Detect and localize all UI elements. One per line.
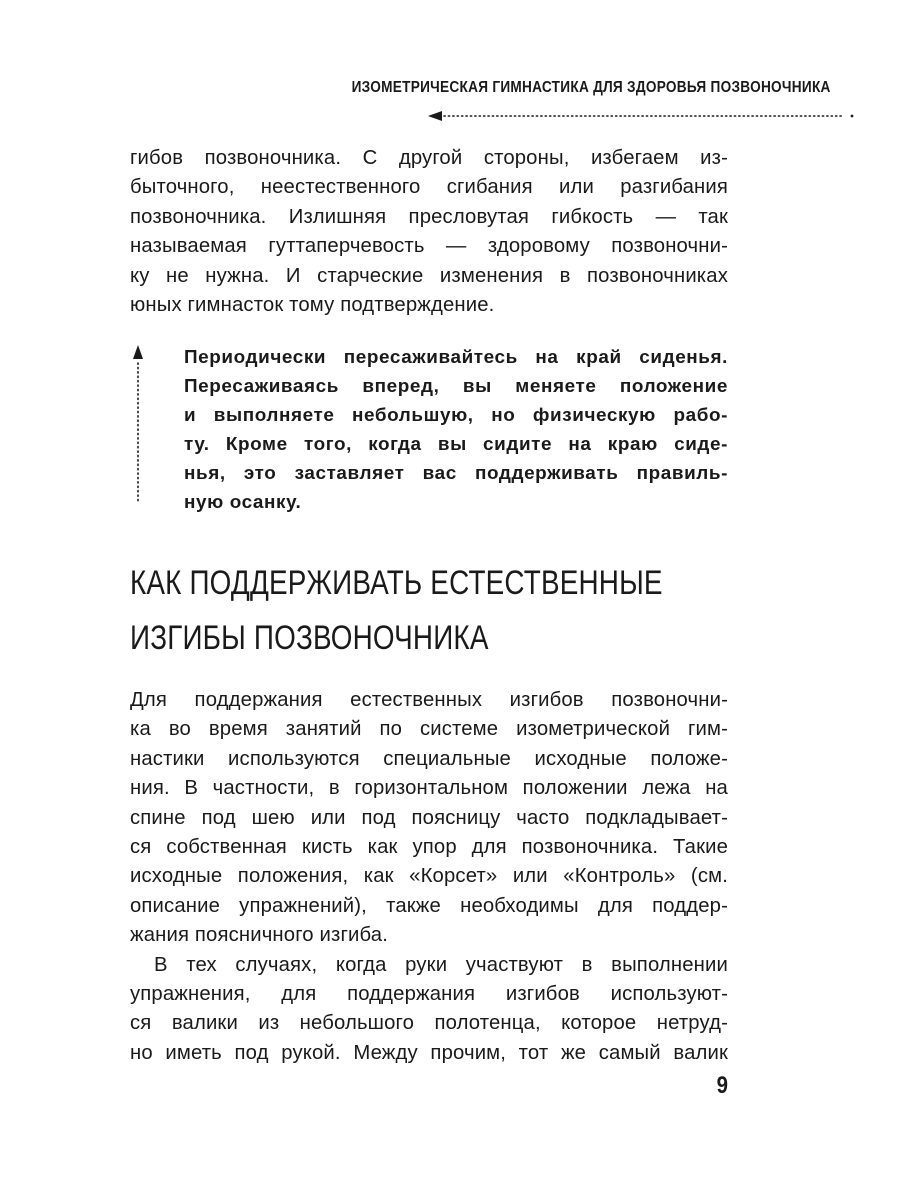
callout-line: и выполняете небольшую, но физическую рабо-: [184, 405, 728, 426]
text-line: ния. В частности, в горизонтальном положении лежа на: [130, 777, 728, 800]
text-line: упражнения, для поддержания изгибов используют-: [130, 982, 728, 1005]
arrowhead-up-icon: [133, 345, 143, 359]
section-heading: [130, 556, 663, 666]
running-head-title: ИЗОМЕТРИЧЕСКАЯ ГИМНАСТИКА ДЛЯ ЗДОРОВЬЯ ПОЗВОНОЧНИКА: [351, 79, 831, 96]
text-line: описание упражнений), также необходимы для поддер-: [130, 894, 728, 917]
body-text: [130, 686, 728, 1068]
text-line: но иметь под рукой. Между прочим, тот же самый валик: [130, 1041, 728, 1064]
text-line: ка во время занятий по системе изометрической гим-: [130, 718, 728, 741]
text-line: ся валики из небольшого полотенца, которое нетруд-: [130, 1012, 728, 1035]
heading-line: ИЗГИБЫ ПОЗВОНОЧНИКА: [130, 619, 489, 657]
intro-paragraph: [130, 144, 728, 320]
text-line: называемая гуттаперчевость — здоровому позвоночни-: [130, 235, 728, 258]
text-line: Для поддержания естественных изгибов позвоночни-: [130, 689, 728, 711]
callout-line: ту. Кроме того, когда вы сидите на краю сиде-: [184, 434, 728, 455]
heading-line: КАК ПОДДЕРЖИВАТЬ ЕСТЕСТВЕННЫЕ: [130, 564, 663, 602]
text-line: позвоночника. Излишняя пресловутая гибкость — так: [130, 205, 728, 228]
text-line: спине под шею или под поясницу часто подкладывает-: [130, 806, 728, 829]
arrowhead-left-icon: [428, 111, 442, 121]
callout-arrow-rule: [128, 345, 148, 505]
text-line: ся собственная кисть как упор для позвоночника. Такие: [130, 835, 728, 858]
callout-line: нья, это заставляет вас поддерживать правиль-: [184, 463, 728, 484]
text-line: настики используются специальные исходные положе-: [130, 747, 728, 770]
text-line: быточного, неестественного сгибания или разгибания: [130, 176, 728, 199]
tip-callout: [184, 343, 728, 517]
text-line: ку не нужна. И старческие изменения в позвоночниках: [130, 264, 728, 287]
callout-line: Периодически пересаживайтесь на край сиденья.: [184, 347, 728, 368]
rule-end-dot: [851, 115, 854, 118]
callout-line: ную осанку.: [184, 492, 302, 513]
header-arrow-rule: [428, 108, 860, 124]
page-number: 9: [716, 1072, 728, 1099]
text-line: жания поясничного изгиба.: [130, 924, 388, 947]
text-line: В тех случаях, когда руки участвуют в выполнении: [154, 953, 728, 976]
text-line: исходные положения, как «Корсет» или «Контроль» (см.: [130, 865, 728, 888]
callout-line: Пересаживаясь вперед, вы меняете положение: [184, 376, 728, 397]
text-line: юных гимнасток тому подтверждение.: [130, 293, 495, 316]
text-line: гибов позвоночника. С другой стороны, избегаем из-: [130, 147, 728, 169]
